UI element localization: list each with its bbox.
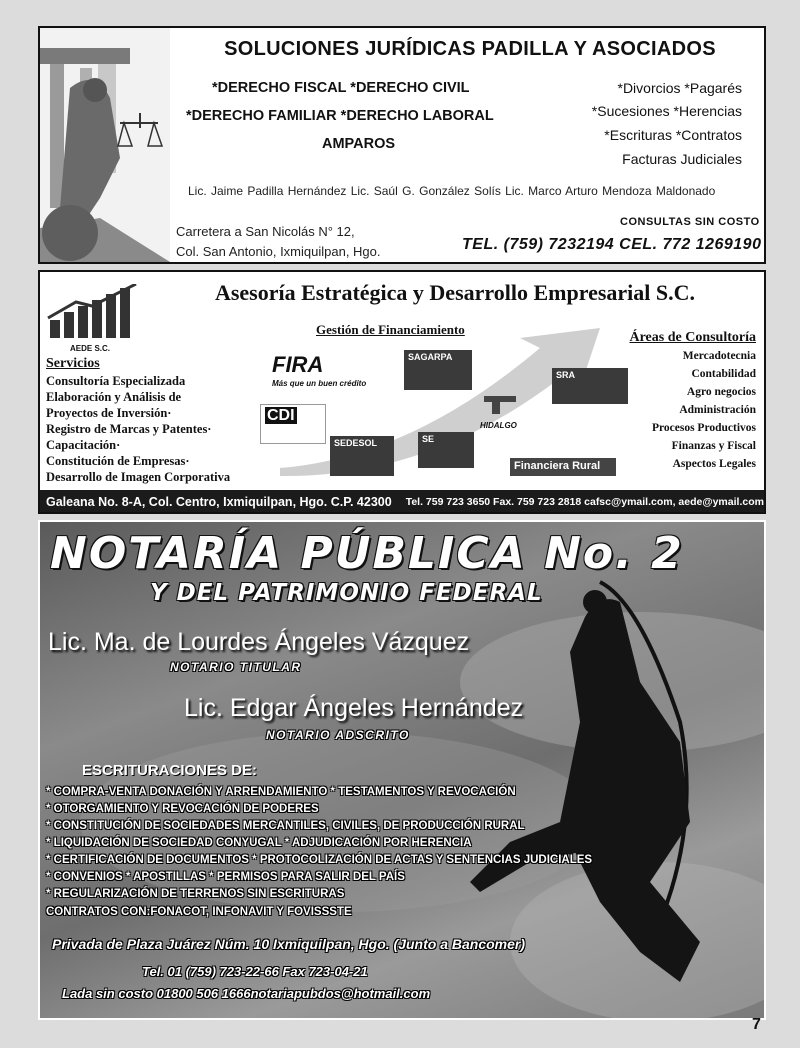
- address-line: Col. San Antonio, Ixmiquilpan, Hgo.: [176, 244, 381, 259]
- se-logo-text: SE: [422, 434, 435, 444]
- notary-lada-email: Lada sin costo 01800 506 1666notariapubdos@hotmail.com: [62, 986, 431, 1001]
- sedesol-logo: [330, 436, 394, 476]
- consulting-ad: [38, 270, 766, 514]
- fira-logo-text: FIRA: [272, 352, 324, 377]
- financing-title: Gestión de Financiamiento: [316, 322, 465, 337]
- services-title: Servicios: [46, 356, 100, 371]
- notary-titular-name: Lic. Ma. de Lourdes Ángeles Vázquez: [48, 628, 470, 656]
- service-item: Elaboración y Análisis de: [46, 390, 182, 404]
- sra-logo-text: SRA: [556, 370, 576, 380]
- service-line: *DERECHO FISCAL *DERECHO CIVIL: [212, 80, 470, 96]
- fira-logo: [268, 350, 386, 390]
- notary-title: NOTARÍA PÚBLICA No. 2: [50, 528, 684, 579]
- area-item: Contabilidad: [691, 368, 756, 380]
- se-logo: [418, 432, 474, 468]
- notary-phones: Tel. 01 (759) 723-22-66 Fax 723-04-21: [142, 964, 368, 979]
- sagarpa-logo: [404, 350, 472, 390]
- contact-footer: [40, 490, 766, 514]
- page-number: 7: [752, 1016, 761, 1033]
- escrituracion-item: * REGULARIZACIÓN DE TERRENOS SIN ESCRITURAS: [46, 888, 345, 900]
- address-line: Carretera a San Nicolás N° 12,: [176, 224, 355, 239]
- notary-ad: [38, 520, 766, 1020]
- service-line-right: Facturas Judiciales: [622, 151, 742, 167]
- hidalgo-logo-text: HIDALGO: [480, 421, 517, 430]
- service-line-right: *Sucesiones *Herencias: [591, 103, 742, 119]
- sedesol-logo-text: SEDESOL: [334, 438, 378, 448]
- service-line: AMPAROS: [322, 136, 396, 152]
- sagarpa-logo-text: SAGARPA: [408, 352, 453, 362]
- service-line-right: *Escrituras *Contratos: [604, 127, 742, 143]
- notary-subtitle: Y DEL PATRIMONIO FEDERAL: [150, 580, 543, 606]
- lawyers-list: Lic. Jaime Padilla Hernández Lic. Saúl G. González Solís Lic. Marco Arturo Mendoza Maldonado: [188, 184, 716, 198]
- escrituracion-item: CONTRATOS CON:FONACOT, INFONAVIT Y FOVISSSTE: [46, 906, 352, 918]
- escrituracion-item: * LIQUIDACIÓN DE SOCIEDAD CONYUGAL * ADJUDICACIÓN POR HERENCIA: [46, 837, 472, 849]
- footer-contact: Tel. 759 723 3650 Fax. 759 723 2818 cafsc@ymail.com, aede@ymail.com: [405, 496, 764, 508]
- area-item: Procesos Productivos: [651, 422, 756, 434]
- cdi-logo-text: CDI: [267, 407, 295, 424]
- notary-address: Privada de Plaza Juárez Núm. 10 Ixmiquilpan, Hgo. (Junto a Bancomer): [52, 936, 526, 952]
- sra-logo: [552, 368, 628, 404]
- escrituracion-item: * COMPRA-VENTA DONACIÓN Y ARRENDAMIENTO * TESTAMENTOS Y REVOCACIÓN: [46, 786, 516, 798]
- firm-title: SOLUCIONES JURÍDICAS PADILLA Y ASOCIADOS: [224, 38, 716, 60]
- area-item: Mercadotecnia: [682, 350, 756, 362]
- escrituracion-item: * CERTIFICACIÓN DE DOCUMENTOS * PROTOCOLIZACIÓN DE ACTAS Y SENTENCIAS JUDICIALES: [46, 854, 593, 866]
- escrituracion-item: * CONSTITUCIÓN DE SOCIEDADES MERCANTILES, CIVILES, DE PRODUCCIÓN RURAL: [46, 820, 525, 832]
- service-item: Proyectos de Inversión·: [46, 406, 172, 420]
- financiera-rural-logo-text: Financiera Rural: [514, 460, 601, 472]
- service-line-right: *Divorcios *Pagarés: [617, 80, 742, 96]
- aede-logo-text: AEDE S.C.: [70, 344, 111, 353]
- cdi-logo: [260, 404, 326, 444]
- justice-statue-illustration: [40, 28, 170, 262]
- escrituraciones-title: ESCRITURACIONES DE:: [82, 762, 258, 779]
- service-line: *DERECHO FAMILIAR *DERECHO LABORAL: [186, 108, 494, 124]
- service-item: Desarrollo de Imagen Corporativa: [46, 470, 231, 484]
- notary-adscrito-role: NOTARIO ADSCRITO: [266, 728, 410, 742]
- service-item: Registro de Marcas y Patentes·: [46, 422, 212, 436]
- service-item: Constitución de Empresas·: [46, 454, 190, 468]
- notary-titular-role: NOTARIO TITULAR: [170, 660, 302, 674]
- hidalgo-logo: [476, 390, 532, 434]
- phone-numbers: TEL. (759) 7232194 CEL. 772 1269190: [462, 236, 762, 253]
- escrituracion-item: * OTORGAMIENTO Y REVOCACIÓN DE PODERES: [46, 803, 319, 815]
- area-item: Finanzas y Fiscal: [671, 440, 756, 452]
- fira-logo-tagline: Más que un buen crédito: [272, 379, 367, 388]
- financiera-rural-logo: [510, 458, 616, 476]
- service-item: Consultoría Especializada: [46, 374, 186, 388]
- escrituracion-item: * CONVENIOS * APOSTILLAS * PERMISOS PARA SALIR DEL PAÍS: [46, 871, 405, 883]
- law-firm-ad: [38, 26, 766, 264]
- area-item: Agro negocios: [686, 386, 756, 398]
- free-consult-label: CONSULTAS SIN COSTO: [620, 216, 760, 228]
- service-item: Capacitación·: [46, 438, 121, 452]
- hidalgo-emblem-icon: [480, 392, 520, 418]
- aede-logo-icon: [46, 284, 142, 344]
- areas-title: Áreas de Consultoría: [629, 330, 756, 345]
- area-item: Administración: [679, 404, 756, 416]
- notary-adscrito-name: Lic. Edgar Ángeles Hernández: [184, 694, 524, 722]
- area-item: Aspectos Legales: [672, 458, 756, 470]
- footer-address: Galeana No. 8-A, Col. Centro, Ixmiquilpan, Hgo. C.P. 42300: [46, 495, 392, 509]
- company-title: Asesoría Estratégica y Desarrollo Empresarial S.C.: [214, 280, 696, 305]
